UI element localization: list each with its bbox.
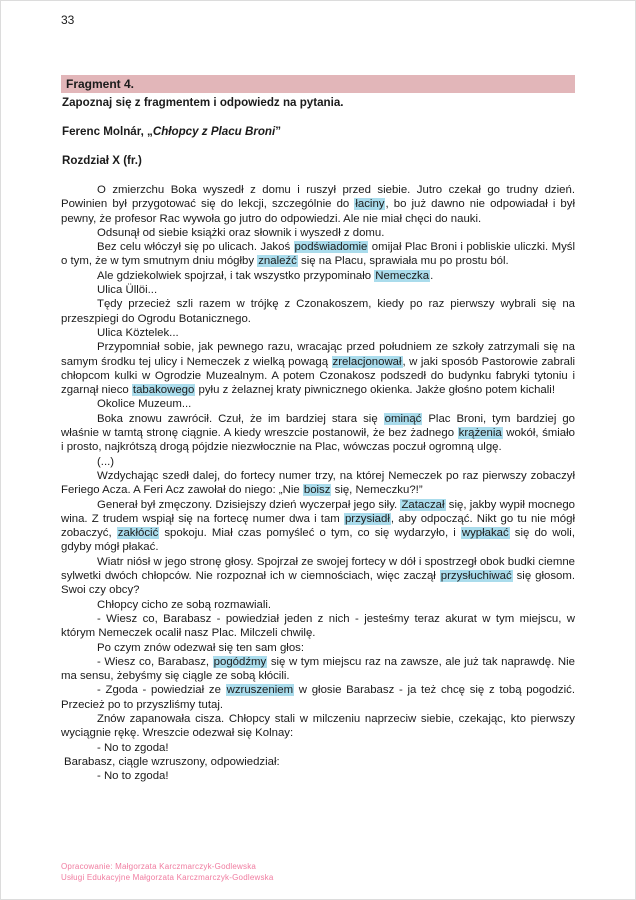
highlighted-word: boisz bbox=[303, 484, 331, 497]
highlighted-word: Zataczał bbox=[401, 498, 445, 511]
instruction-text: Zapoznaj się z fragmentem i odpowiedz na pytania. bbox=[62, 96, 344, 109]
page-content bbox=[61, 75, 575, 783]
paragraph: Znów zapanowała cisza. Chłopcy stali w milczeniu naprzeciw siebie, czekając, kto pierwszy wyciągnie rękę. Wreszcie odezwał się Kolnay: bbox=[61, 712, 575, 740]
paragraph: Ale gdziekolwiek spojrzał, i tak wszystko przypominało Nemeczka. bbox=[97, 269, 434, 282]
footer-line-2: Usługi Edukacyjne Małgorzata Karczmarczyk-Godlewska bbox=[61, 873, 274, 882]
highlighted-word: wypłakać bbox=[461, 527, 509, 540]
book-title: Chłopcy z Placu Broni bbox=[152, 125, 276, 138]
paragraph: Okolice Muzeum... bbox=[97, 398, 192, 411]
highlighted-word: Nemeczka bbox=[375, 269, 430, 282]
fragment-heading-label: Fragment 4. bbox=[66, 77, 135, 91]
paragraph: Ulica Köztelek... bbox=[97, 326, 179, 339]
paragraph: Boka znowu zawrócił. Czuł, że im bardziej stara się ominąć Plac Broni, tym bardziej go właśnie w tamtą stronę ciągnie. A kiedy wreszcie postanowił, że bez żadnego krążenia wokół, śmiało i prosto, najkrótszą drogą pójdzie niezwłocznie na Plac, wówczas poczuł ogromną ulgę. bbox=[61, 412, 576, 454]
paragraph: Wiatr niósł w jego stronę głosy. Spojrzał ze swojej fortecy w dół i spostrzegł obok budki ciemne sylwetki dwóch chłopców. Nie rozpoznał ich w ciemnościach, więc zaczął przysłuchiwać się głosom. Swoi czy obcy? bbox=[61, 555, 576, 597]
paragraph: Przypomniał sobie, jak pewnego razu, wracając przed południem ze szkoły zatrzymali się na samym środku tej ulicy i Nemeczek z wielką powagą zrelacjonował, w jaki sposób Pastorowie zabrali chłopcom kulki w Ogrodzie Muzealnym. A potem Czonakosz podszedł do budynku fabryki tytoniu i zgarnął nieco tabakowego pyłu z żelaznej kraty piwnicznego okienka. Jakże głośno potem kichali! bbox=[61, 341, 576, 397]
highlighted-word: zrelacjonował bbox=[332, 355, 402, 368]
highlighted-word: łaciny bbox=[355, 198, 385, 211]
paragraph: O zmierzchu Boka wyszedł z domu i ruszył przed siebie. Jutro czekał go trudny dzień. Powinien był przygotować się do lekcji, szczególnie do łaciny, bo już dawno nie odpowiadał i był pewny, że profesor Rac wywoła go jutro do odpowiedzi. Ale nie miał chęci do nauki. bbox=[61, 184, 575, 225]
highlighted-word: znaleźć bbox=[258, 255, 297, 268]
paragraph: - Wiesz co, Barabasz - powiedział jeden z nich - jesteśmy teraz akurat w tym miejscu, w którym Nemeczek ocalił nasz Plac. Milczeli chwilę. bbox=[61, 612, 575, 640]
paragraph: - Wiesz co, Barabasz, pogódźmy się w tym miejscu raz na zawsze, ale już tak naprawdę. Nie ma sensu, żebyśmy się ciągle ze sobą kłócili. bbox=[61, 655, 575, 683]
highlighted-word: ominąć bbox=[384, 412, 422, 425]
highlighted-word: tabakowego bbox=[132, 384, 195, 397]
page-number: 33 bbox=[61, 13, 75, 27]
paragraph: - Zgoda - powiedział ze wzruszeniem w głosie Barabasz - ja też chcę się z tobą pogodzić. Przecież po to przyszliśmy tutaj. bbox=[61, 684, 575, 711]
paragraph: Chłopcy cicho ze sobą rozmawiali. bbox=[97, 598, 272, 611]
closing-quote: ” bbox=[275, 125, 282, 138]
fragment-heading bbox=[61, 75, 575, 93]
highlighted-word: pogódźmy bbox=[213, 655, 267, 668]
footer-line-1: Opracowanie: Małgorzata Karczmarczyk-Godlewska bbox=[61, 862, 257, 871]
highlighted-word: podświadomie bbox=[294, 241, 368, 254]
paragraph: - No to zgoda! bbox=[97, 770, 169, 783]
paragraph: (...) bbox=[97, 455, 115, 468]
paragraph: Tędy przecież szli razem w trójkę z Czonakoszem, kiedy po raz pierwszy wybrali się na przeszpiegi do Ogrodu Botanicznego. bbox=[61, 298, 575, 325]
highlighted-word: przysłuchiwać bbox=[440, 570, 512, 583]
paragraph: Barabasz, ciągle wzruszony, odpowiedział: bbox=[64, 755, 280, 768]
paragraph: Bez celu włóczył się po ulicach. Jakoś podświadomie omijał Plac Broni i pobliskie uliczki. Myśl o tym, że w tym smutnym dniu mógłby znaleźć się na Placu, sprawiała mu po prostu ból. bbox=[61, 241, 576, 268]
paragraph: Ulica Üllöi... bbox=[97, 284, 158, 297]
author-name: Ferenc Molnár, „ bbox=[62, 125, 153, 138]
paragraph: - No to zgoda! bbox=[97, 741, 169, 754]
highlighted-word: zakłócić bbox=[117, 527, 159, 540]
paragraph: Wzdychając szedł dalej, do fortecy numer trzy, na której Nemeczek po raz pierwszy zobaczył Feriego Acza. A Feri Acz zawołał do niego: „Nie boisz się, Nemeczku?!” bbox=[61, 469, 575, 497]
body-text bbox=[61, 183, 575, 783]
paragraph: Generał był zmęczony. Dzisiejszy dzień wyczerpał jego siły. Zataczał się, jakby wypił mocnego wina. Z trudem wspiął się na fortecę numer dwa i tam przysiadł, aby odpocząć. Nikt go tu nie mógł zobaczyć, zakłócić spokoju. Miał czas pomyśleć o tym, co się wydarzyło, i wypłakać się do woli, gdyby mógł płakać. bbox=[61, 498, 576, 554]
paragraph: Odsunął od siebie książki oraz słownik i wyszedł z domu. bbox=[97, 226, 385, 239]
highlighted-word: przysiadł bbox=[344, 512, 390, 525]
chapter-heading: Rozdział X (fr.) bbox=[62, 154, 142, 167]
footer bbox=[61, 861, 274, 883]
highlighted-word: wzruszeniem bbox=[226, 684, 294, 697]
highlighted-word: krążenia bbox=[458, 427, 502, 440]
author-title-line bbox=[61, 125, 575, 138]
paragraph: Po czym znów odezwał się ten sam głos: bbox=[97, 641, 305, 654]
